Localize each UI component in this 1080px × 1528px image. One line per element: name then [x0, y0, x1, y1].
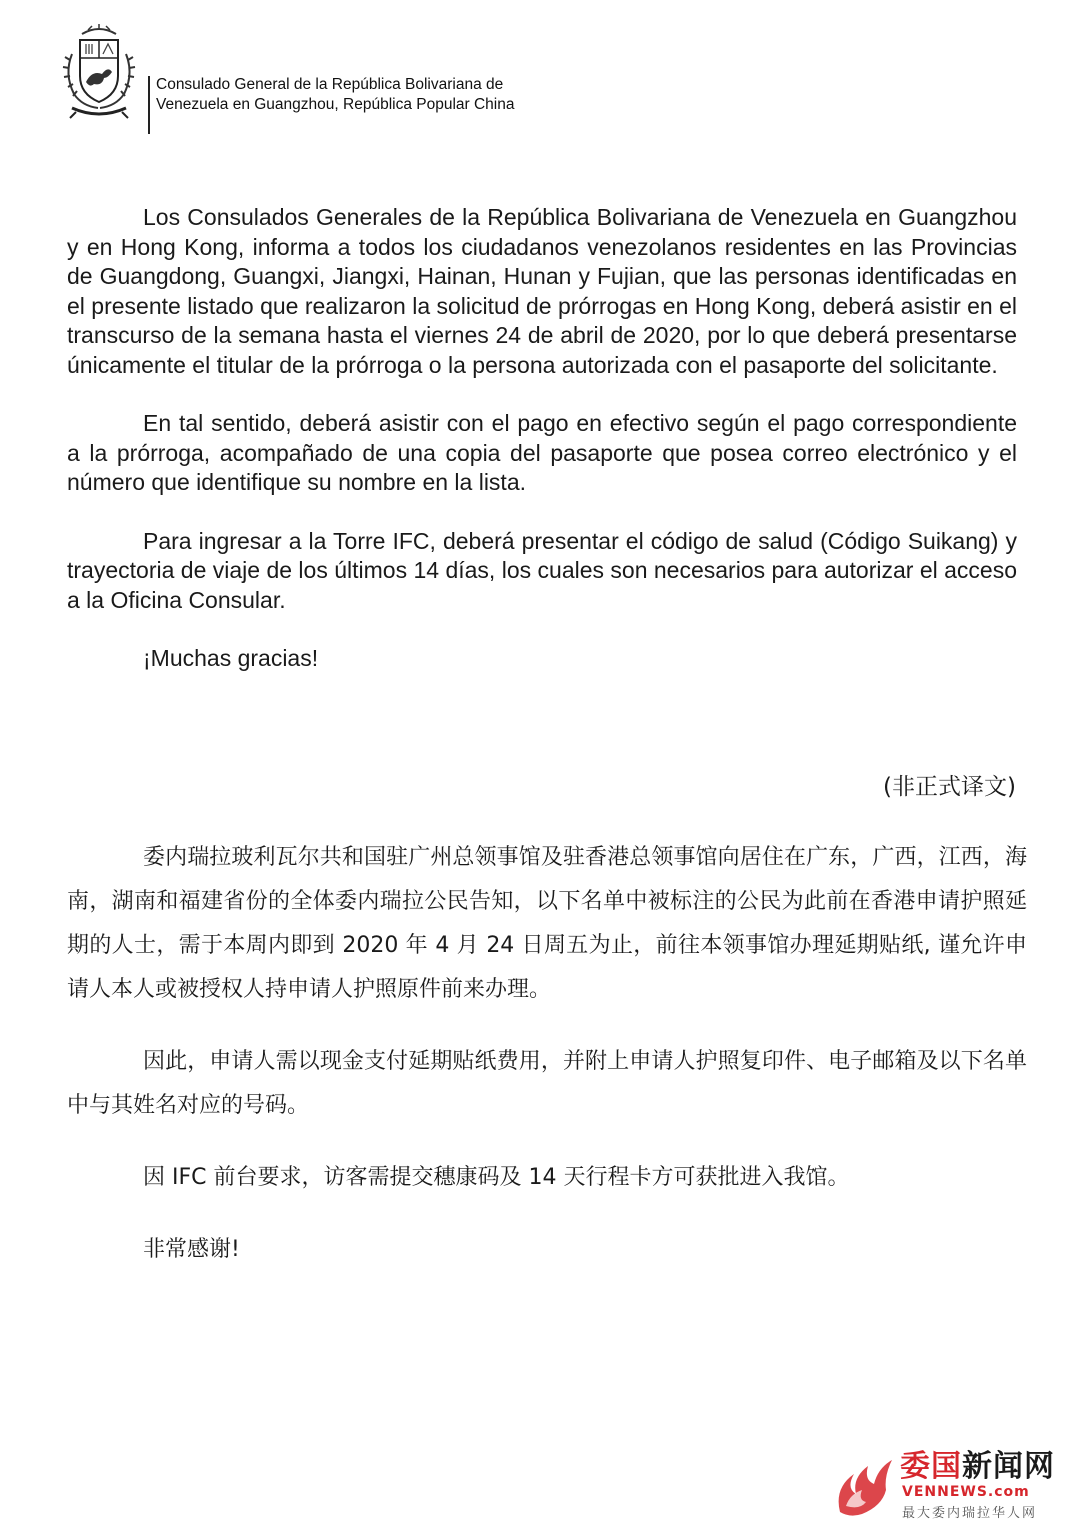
spanish-paragraph-1: Los Consulados Generales de la República Bolivariana de Venezuela en Guangzhou y en Hong Kong, informa a todos los ciudadanos venezolanos residentes en las Provincias de Guangdong, Guangxi, Jiangxi, Hainan, Hunan y Fujian, que las personas identificadas en el presente listado que realizaron la solicitud de prórrogas en Hong Kong, deberá asistir en el transcurso de la semana hasta el viernes 24 de abril de 2020, por lo que deberá presentarse únicamente el titular de la prórroga o la persona autorizada con el pasaporte del solicitante. [67, 204, 1017, 378]
watermark-title-red: 委国 [900, 1449, 962, 1484]
spanish-paragraph-2: En tal sentido, deberá asistir con el pago en efectivo según el pago correspondiente a la prórroga, acompañado de una copia del pasaporte que posea correo electrónico y el número que identifique su nombre en la lista. [67, 410, 1017, 495]
coat-of-arms-icon [58, 24, 140, 120]
watermark-url: VENNEWS.com [902, 1484, 1030, 1500]
chinese-notice [67, 836, 1027, 1272]
consulate-name-line2: Venezuela en Guangzhou, República Popular China [156, 96, 515, 113]
consulate-name-line1: Consulado General de la República Bolivariana de [156, 76, 504, 93]
site-watermark [832, 1450, 1072, 1522]
watermark-title [900, 1450, 1055, 1484]
spanish-paragraph-3: Para ingresar a la Torre IFC, deberá presentar el código de salud (Código Suikang) y trayectoria de viaje de los últimos 14 días, los cuales son necesarios para autorizar el acceso a la Oficina Consular. [67, 527, 1017, 613]
chinese-thanks: 非常感谢! [143, 1237, 240, 1262]
watermark-title-black: 新闻网 [962, 1449, 1055, 1484]
letterhead [58, 24, 578, 124]
watermark-subtitle: 最大委内瑞拉华人网 [902, 1506, 1038, 1521]
spanish-thanks: ¡Muchas gracias! [143, 645, 319, 671]
chinese-paragraph-1: 委内瑞拉玻利瓦尔共和国驻广州总领事馆及驻香港总领事馆向居住在广东，广西，江西，海南，湖南和福建省份的全体委内瑞拉公民告知，以下名单中被标注的公民为此前在香港申请护照延期的人士，需于本周内即到 2020 年 4 月 24 日周五为止，前往本领事馆办理延期贴纸, 谨允许申请人本人或被授权人持申请人护照原件前来办理。 [67, 845, 1027, 1002]
phoenix-emblem-icon [832, 1454, 894, 1518]
chinese-paragraph-3: 因 IFC 前台要求，访客需提交穗康码及 14 天行程卡方可获批进入我馆。 [143, 1165, 850, 1190]
chinese-paragraph-2: 因此，申请人需以现金支付延期贴纸费用，并附上申请人护照复印件、电子邮箱及以下名单中与其姓名对应的号码。 [67, 1049, 1027, 1118]
consulate-name [156, 75, 514, 115]
spanish-notice [67, 203, 1017, 674]
header-divider [148, 76, 150, 134]
translation-note: (非正式译文) [883, 774, 1016, 800]
